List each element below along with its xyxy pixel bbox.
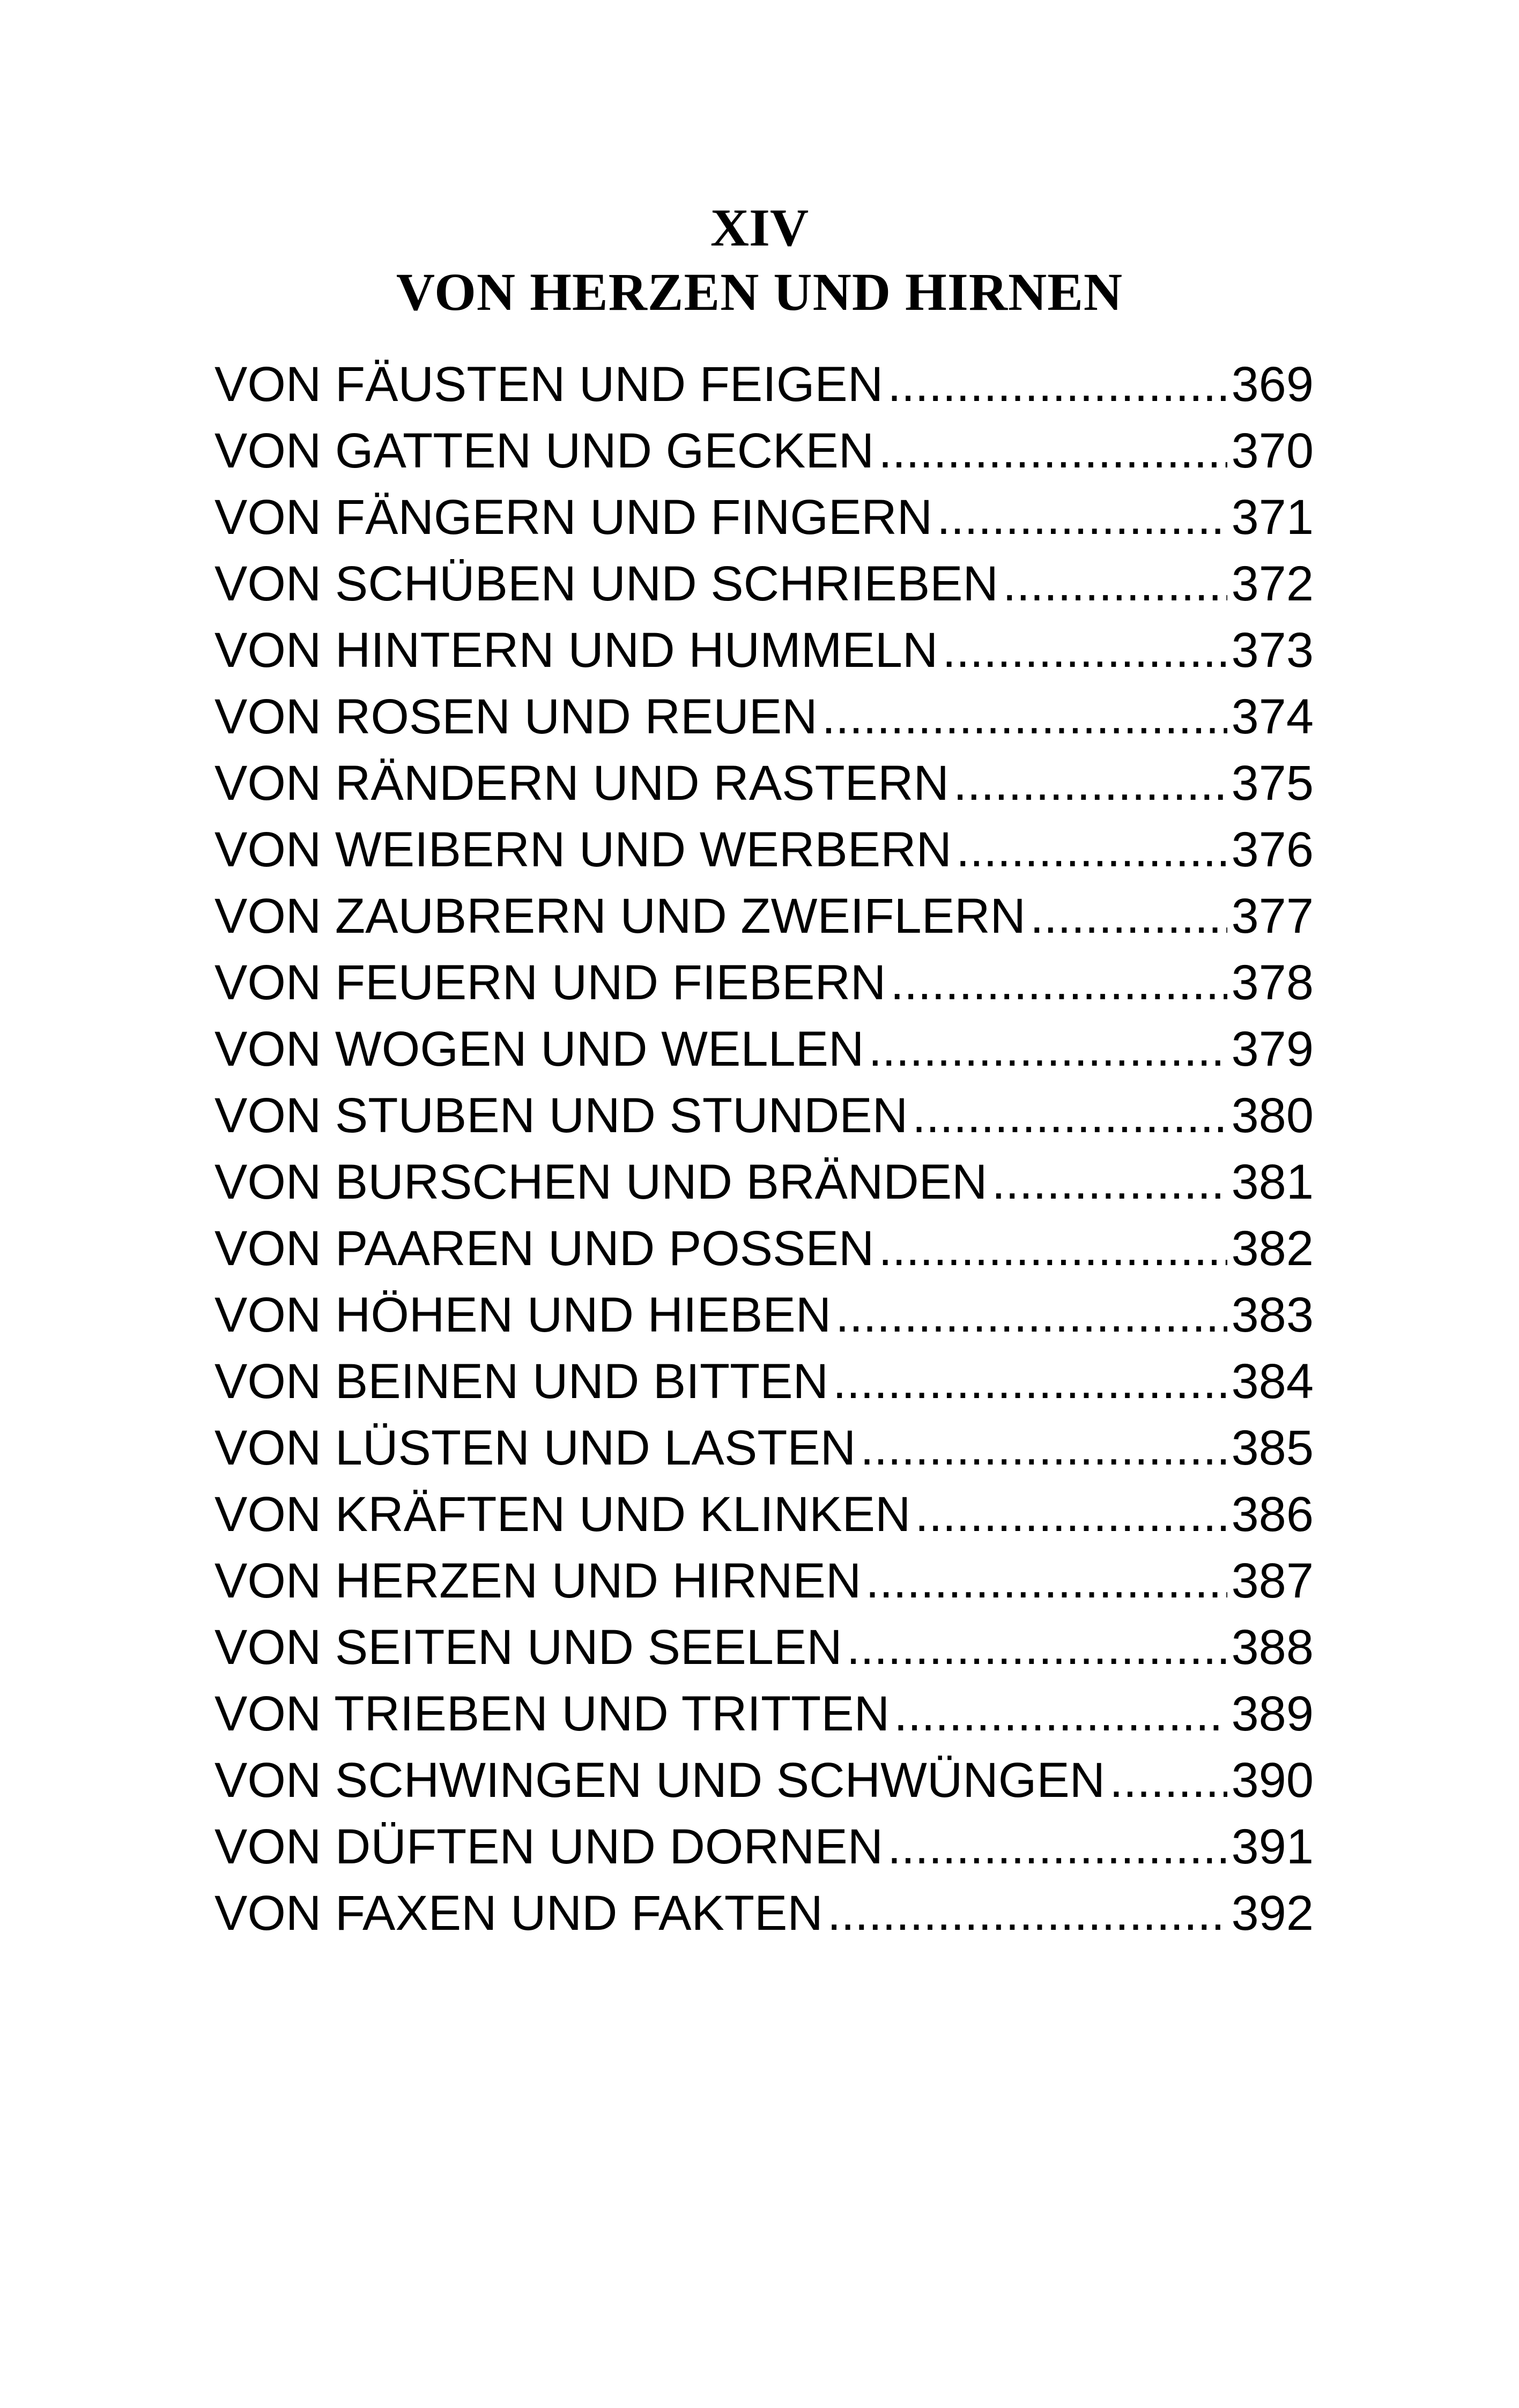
toc-entry[interactable]	[214, 484, 1314, 551]
toc-entry-page: 381	[1231, 1155, 1314, 1209]
toc-entry-title: VON SCHÜBEN UND SCHRIEBEN	[214, 556, 998, 611]
toc-entry-title: VON ROSEN UND REUEN	[214, 689, 818, 744]
dot-leader	[887, 351, 1227, 418]
toc-entry-page: 392	[1231, 1886, 1314, 1941]
toc-entry[interactable]	[214, 1747, 1314, 1814]
toc-entry-page: 385	[1231, 1421, 1314, 1475]
dot-leader	[1030, 883, 1227, 949]
toc-entry-title: VON WOGEN UND WELLEN	[214, 1022, 864, 1076]
toc-entry-page: 386	[1231, 1487, 1314, 1542]
dot-leader	[847, 1614, 1227, 1681]
toc-entry-title: VON WEIBERN UND WERBERN	[214, 822, 952, 877]
dot-leader	[942, 617, 1227, 683]
toc-entry[interactable]	[214, 1681, 1314, 1747]
toc-entry-page: 390	[1231, 1753, 1314, 1808]
dot-leader	[827, 1880, 1227, 1946]
toc-entry-page: 371	[1231, 490, 1314, 545]
toc-entry-page: 388	[1231, 1620, 1314, 1675]
toc-entry-title: VON GATTEN UND GECKEN	[214, 423, 875, 478]
toc-entry-title: VON FÄNGERN UND FINGERN	[214, 490, 933, 545]
toc-entry-page: 384	[1231, 1354, 1314, 1409]
dot-leader	[887, 1814, 1227, 1880]
toc-entry[interactable]	[214, 351, 1314, 418]
toc-entry[interactable]	[214, 418, 1314, 484]
dot-leader	[822, 683, 1227, 750]
dot-leader	[890, 949, 1227, 1016]
toc-entry-title: VON KRÄFTEN UND KLINKEN	[214, 1487, 911, 1542]
toc-entry[interactable]	[214, 1548, 1314, 1614]
toc-entry-page: 373	[1231, 623, 1314, 678]
toc-entry[interactable]	[214, 883, 1314, 949]
toc-entry-page: 378	[1231, 955, 1314, 1010]
toc-entry[interactable]	[214, 1016, 1314, 1082]
toc-entry-title: VON FAXEN UND FAKTEN	[214, 1886, 823, 1941]
dot-leader	[878, 1215, 1227, 1282]
toc-entry-page: 372	[1231, 556, 1314, 611]
toc-entry-page: 383	[1231, 1288, 1314, 1342]
toc-entry[interactable]	[214, 1215, 1314, 1282]
toc-entry[interactable]	[214, 750, 1314, 816]
toc-entry-title: VON FEUERN UND FIEBERN	[214, 955, 886, 1010]
dot-leader	[912, 1082, 1227, 1149]
toc-entry[interactable]	[214, 816, 1314, 883]
toc-entry[interactable]	[214, 1481, 1314, 1548]
toc-entry-page: 376	[1231, 822, 1314, 877]
toc-entry[interactable]	[214, 1415, 1314, 1481]
toc-entry-title: VON STUBEN UND STUNDEN	[214, 1088, 908, 1143]
toc-entry-page: 374	[1231, 689, 1314, 744]
toc-entry[interactable]	[214, 1348, 1314, 1415]
toc-entry[interactable]	[214, 1814, 1314, 1880]
toc-entry-title: VON BURSCHEN UND BRÄNDEN	[214, 1155, 988, 1209]
dot-leader	[878, 418, 1227, 484]
dot-leader	[992, 1149, 1227, 1215]
toc-entry-page: 382	[1231, 1221, 1314, 1276]
toc-entry-page: 377	[1231, 889, 1314, 943]
table-of-contents	[214, 351, 1314, 1946]
dot-leader	[865, 1548, 1227, 1614]
toc-entry-page: 387	[1231, 1554, 1314, 1608]
dot-leader	[835, 1282, 1227, 1348]
toc-entry-page: 380	[1231, 1088, 1314, 1143]
dot-leader	[833, 1348, 1227, 1415]
dot-leader	[1109, 1747, 1227, 1814]
dot-leader	[915, 1481, 1227, 1548]
toc-entry-title: VON HERZEN UND HIRNEN	[214, 1554, 862, 1608]
toc-entry[interactable]	[214, 1614, 1314, 1681]
dot-leader	[868, 1016, 1227, 1082]
toc-entry[interactable]	[214, 1880, 1314, 1946]
toc-entry[interactable]	[214, 1082, 1314, 1149]
toc-entry-page: 369	[1231, 357, 1314, 412]
toc-entry-title: VON HINTERN UND HUMMELN	[214, 623, 938, 678]
toc-entry-page: 375	[1231, 756, 1314, 811]
section-title: VON HERZEN UND HIRNEN	[396, 262, 1123, 322]
toc-entry[interactable]	[214, 1282, 1314, 1348]
toc-entry[interactable]	[214, 949, 1314, 1016]
dot-leader	[860, 1415, 1227, 1481]
toc-entry-title: VON LÜSTEN UND LASTEN	[214, 1421, 856, 1475]
toc-entry-title: VON RÄNDERN UND RASTERN	[214, 756, 949, 811]
toc-entry[interactable]	[214, 1149, 1314, 1215]
section-numeral: XIV	[710, 198, 809, 257]
toc-entry-title: VON FÄUSTEN UND FEIGEN	[214, 357, 884, 412]
dot-leader	[937, 484, 1227, 551]
dot-leader	[894, 1681, 1227, 1747]
toc-entry-title: VON DÜFTEN UND DORNEN	[214, 1819, 884, 1874]
toc-entry-page: 389	[1231, 1686, 1314, 1741]
toc-entry-title: VON TRIEBEN UND TRITTEN	[214, 1686, 890, 1741]
dot-leader	[956, 816, 1227, 883]
toc-entry[interactable]	[214, 551, 1314, 617]
toc-entry-title: VON PAAREN UND POSSEN	[214, 1221, 875, 1276]
toc-entry-title: VON ZAUBRERN UND ZWEIFLERN	[214, 889, 1026, 943]
toc-entry-title: VON SEITEN UND SEELEN	[214, 1620, 842, 1675]
dot-leader	[1003, 551, 1227, 617]
toc-entry[interactable]	[214, 683, 1314, 750]
toc-entry-title: VON SCHWINGEN UND SCHWÜNGEN	[214, 1753, 1106, 1808]
toc-entry-title: VON HÖHEN UND HIEBEN	[214, 1288, 832, 1342]
toc-entry-page: 370	[1231, 423, 1314, 478]
toc-entry-page: 391	[1231, 1819, 1314, 1874]
toc-entry-page: 379	[1231, 1022, 1314, 1076]
toc-entry-title: VON BEINEN UND BITTEN	[214, 1354, 829, 1409]
toc-entry[interactable]	[214, 617, 1314, 683]
dot-leader	[953, 750, 1227, 816]
